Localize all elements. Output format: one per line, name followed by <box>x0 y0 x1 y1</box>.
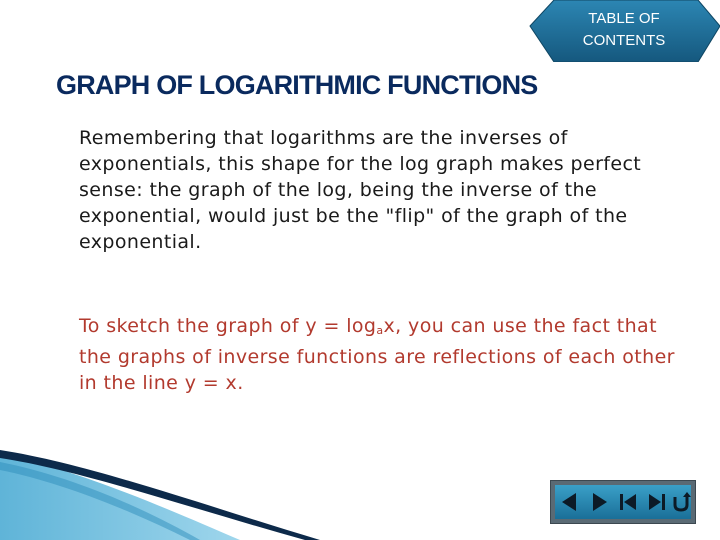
return-button[interactable] <box>671 485 691 519</box>
skip-to-end-icon <box>646 491 668 513</box>
slide-navigation-bar <box>550 480 696 524</box>
paragraph-text-end: x, you can use the fact that the graphs of inverse functions are reflections of each other in the line y = x. <box>79 315 675 394</box>
next-slide-button[interactable] <box>584 485 614 519</box>
paragraph-inverse-explanation: Remembering that logarithms are the inverses of exponentials, this shape for the log graph makes perfect sense: the graph of the log, being the inverse of the exponential, would just be the "flip" of the graph of the exponential. <box>79 127 642 253</box>
first-slide-button[interactable] <box>613 485 643 519</box>
previous-slide-button[interactable] <box>555 485 585 519</box>
skip-to-start-icon <box>617 491 639 513</box>
triangle-left-icon <box>559 491 581 513</box>
last-slide-button[interactable] <box>642 485 672 519</box>
decorative-swoosh <box>0 440 330 540</box>
triangle-right-icon <box>588 491 610 513</box>
u-turn-icon <box>671 491 691 513</box>
toc-label: TABLE OF CONTENTS <box>582 10 666 49</box>
paragraph-text-start: To sketch the graph of y = log <box>79 315 377 337</box>
table-of-contents-button[interactable] <box>528 0 720 62</box>
slide-title: GRAPH OF LOGARITHMIC FUNCTIONS <box>56 70 538 100</box>
paragraph-sketch-instruction <box>79 313 694 396</box>
log-base-subscript: a <box>376 324 384 337</box>
